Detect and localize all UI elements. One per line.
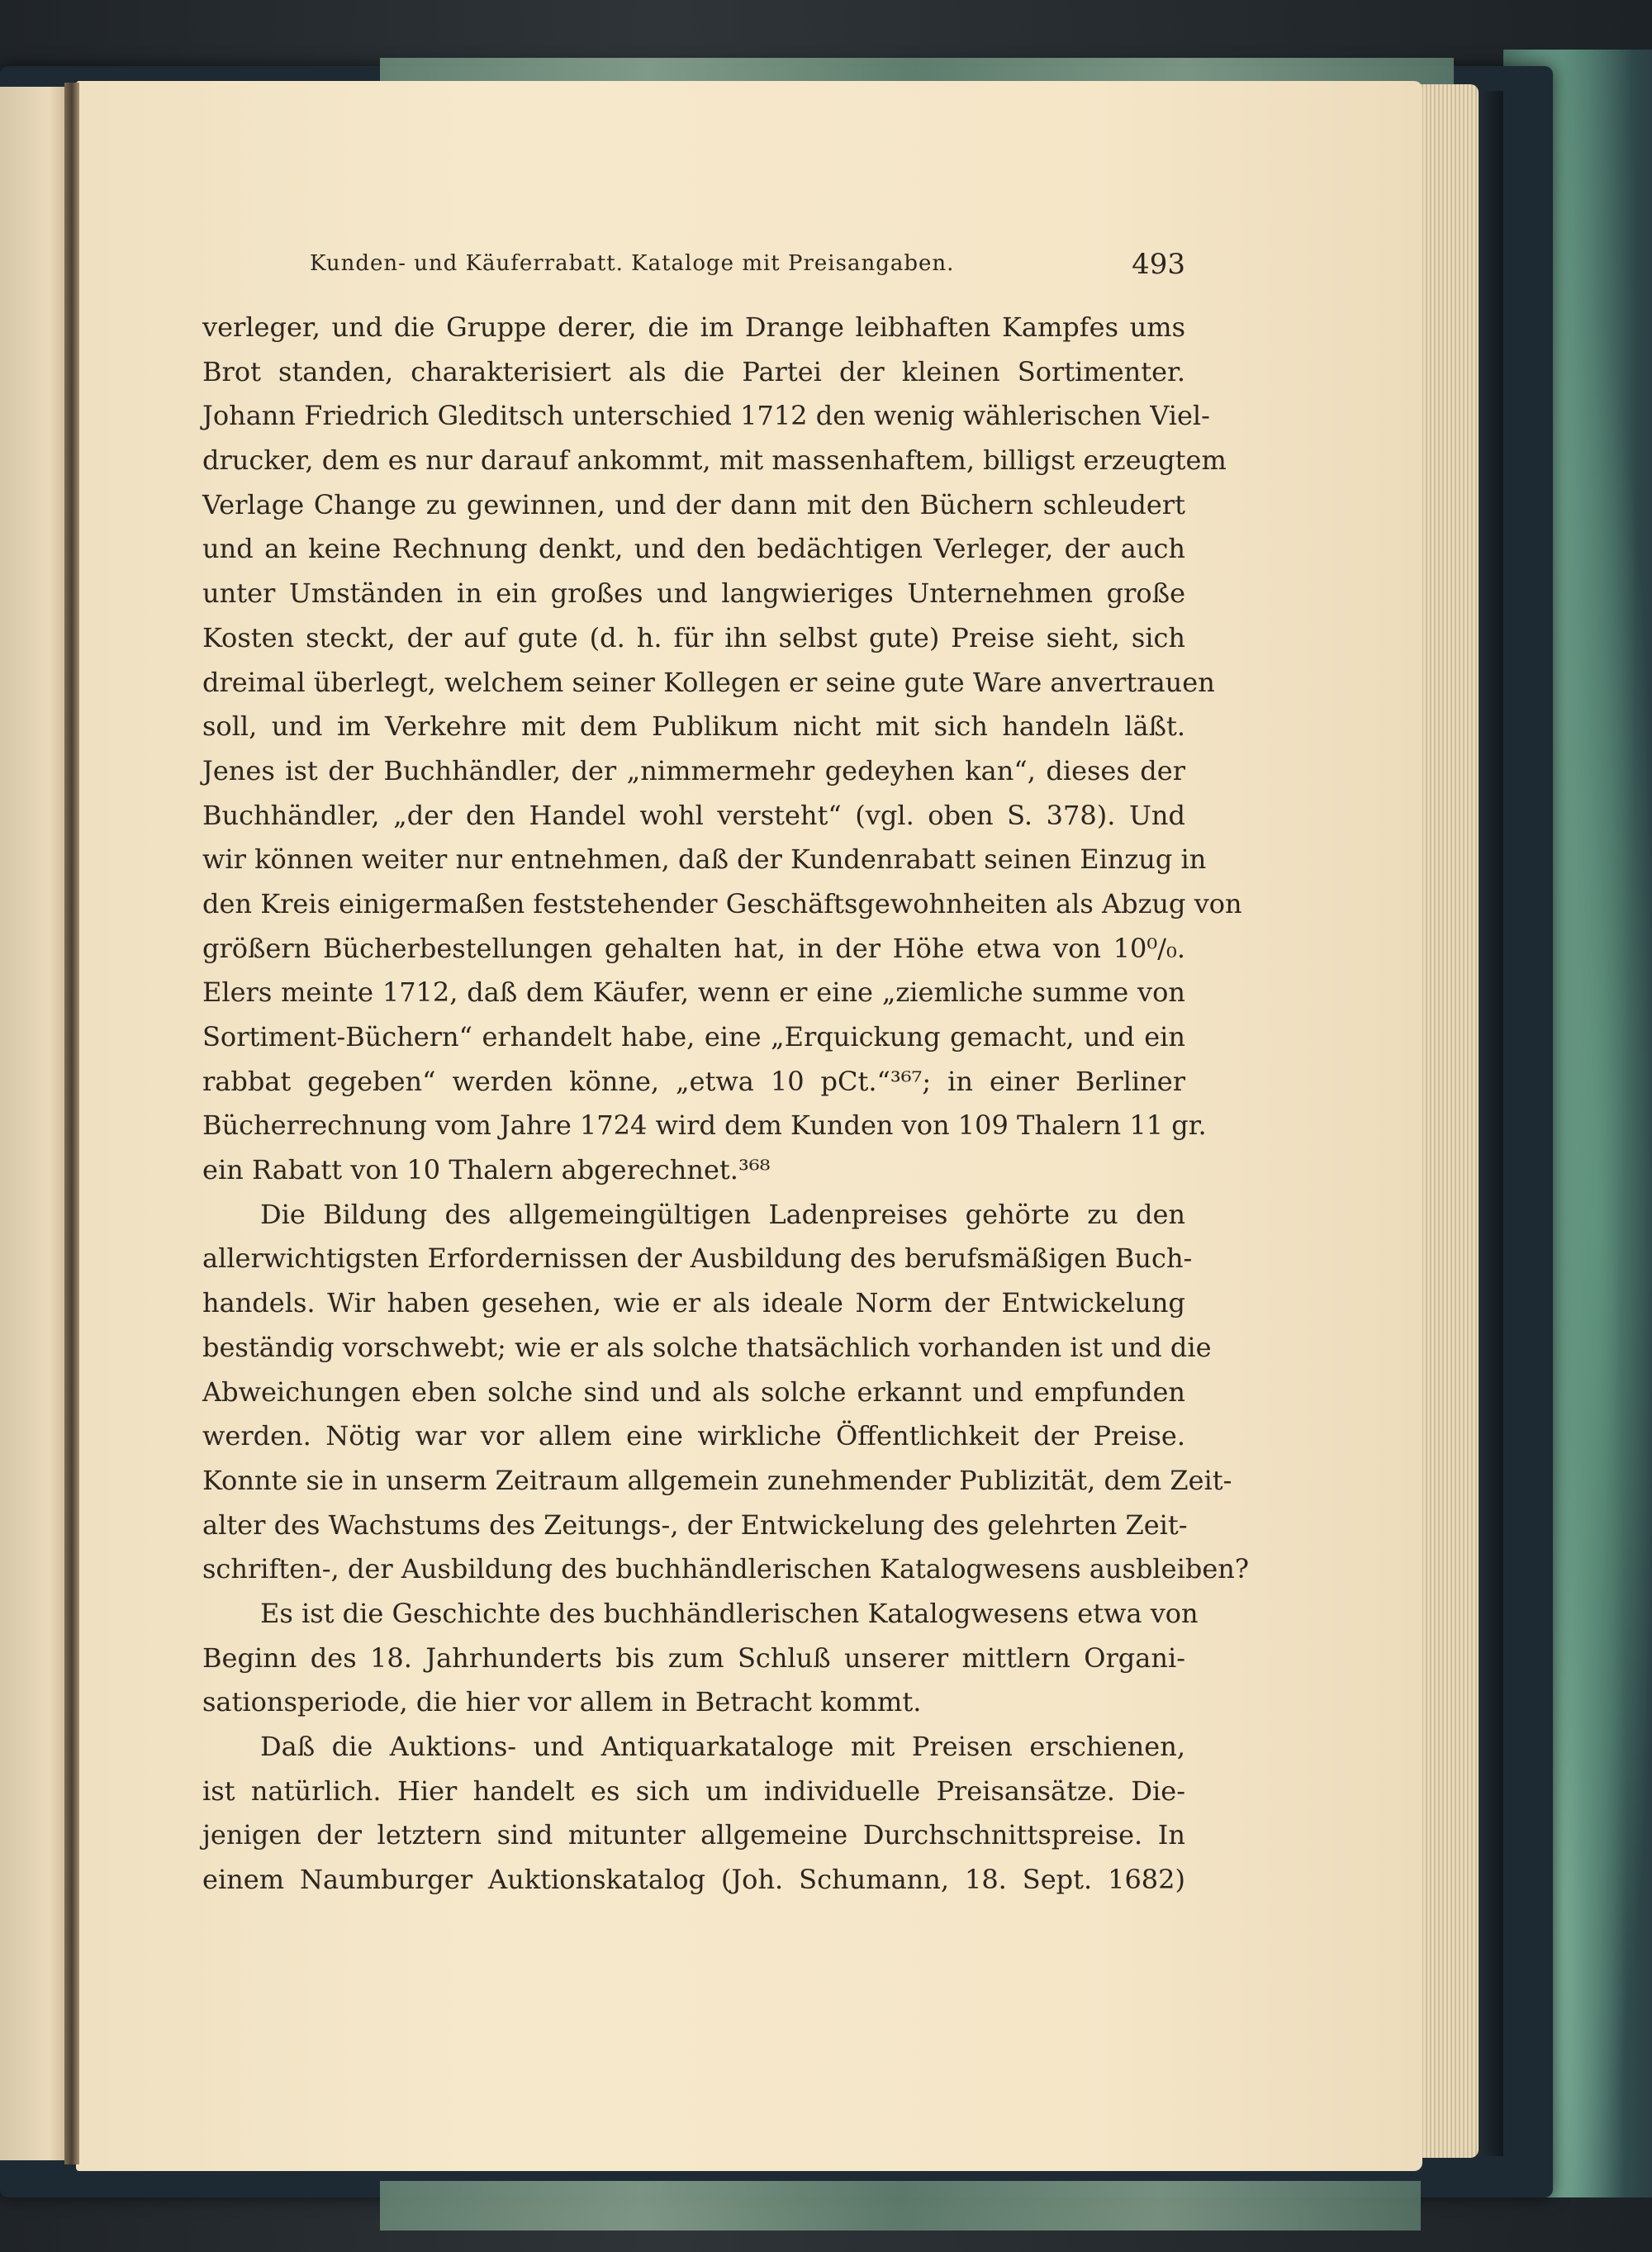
page-number: 493 [1132, 248, 1185, 281]
text-line: soll, und im Verkehre mit dem Publikum nicht mit sich handeln läßt. [202, 710, 1185, 743]
text-line: Abweichungen eben solche sind und als solche erkannt und empfunden [202, 1375, 1185, 1408]
text-line: drucker, dem es nur darauf ankommt, mit massenhaftem, billigst erzeugtem [202, 444, 1227, 477]
text-line: verleger, und die Gruppe derer, die im Drange leibhaften Kampfes ums [202, 311, 1185, 343]
previous-page-edge [0, 87, 70, 2160]
text-line: Kosten steckt, der auf gute (d. h. für ihn selbst gute) Preise sieht, sich [202, 621, 1185, 653]
text-line: ist natürlich. Hier handelt es sich um individuelle Preisansätze. Die- [202, 1775, 1185, 1807]
page-block-edges [1419, 84, 1479, 2158]
text-line: Bücherrechnung vom Jahre 1724 wird dem Kunden von 109 Thalern 11 gr. [202, 1109, 1207, 1142]
text-line: Daß die Auktions- und Antiquarkataloge mit Preisen erschienen, [260, 1731, 1185, 1762]
text-line: einem Naumburger Auktionskatalog (Joh. Schumann, 18. Sept. 1682) [202, 1864, 1185, 1896]
text-line: wir können weiter nur entnehmen, daß der Kundenrabatt seinen Einzug in [202, 843, 1207, 876]
running-header-title: Kunden- und Käuferrabatt. Kataloge mit Preisangaben. [310, 251, 955, 276]
text-line: Die Bildung des allgemeingültigen Ladenpreises gehörte zu den [260, 1198, 1185, 1230]
text-line: werden. Nötig war vor allem eine wirkliche Öffentlichkeit der Preise. [202, 1420, 1185, 1452]
text-line: Buchhändler, „der den Handel wohl versteht“ (vgl. oben S. 378). Und [202, 799, 1185, 831]
text-line: handels. Wir haben gesehen, wie er als ideale Norm der Entwickelung [202, 1287, 1185, 1319]
text-line: Verlage Change zu gewinnen, und der dann mit den Büchern schleudert [202, 488, 1185, 520]
text-line: Beginn des 18. Jahrhunderts bis zum Schluß unserer mittlern Organi- [202, 1641, 1185, 1674]
text-line: alter des Wachstums des Zeitungs-, der Entwickelung des gelehrten Zeit- [202, 1508, 1188, 1541]
text-line: und an keine Rechnung denkt, und den bedächtigen Verleger, der auch [202, 533, 1185, 565]
body-text [202, 306, 1250, 1903]
text-line: Konnte sie in unserm Zeitraum allgemein zunehmender Publizität, dem Zeit- [202, 1464, 1232, 1496]
text-line: jenigen der letztern sind mitunter allgemeine Durchschnittspreise. In [202, 1819, 1185, 1851]
text-line: sationsperiode, die hier vor allem in Betracht kommt. [202, 1686, 922, 1718]
text-line: rabbat gegeben“ werden könne, „etwa 10 pCt.“³⁶⁷; in einer Berliner [202, 1065, 1185, 1097]
text-line: Es ist die Geschichte des buchhändlerischen Katalogwesens etwa von [260, 1597, 1199, 1629]
text-line: schriften-, der Ausbildung des buchhändlerischen Katalogwesens ausbleiben? [202, 1553, 1250, 1585]
text-line: dreimal überlegt, welchem seiner Kollegen er seine gute Ware anvertrauen [202, 666, 1215, 698]
book-gutter [64, 83, 79, 2164]
page-edges-shadow [1479, 91, 1503, 2156]
text-line: Sortiment-Büchern“ erhandelt habe, eine „Erquickung gemacht, und ein [202, 1021, 1185, 1052]
text-line: ein Rabatt von 10 Thalern abgerechnet.³⁶⁸ [202, 1154, 771, 1186]
marbled-endpaper-bottom [380, 2181, 1421, 2231]
text-line: den Kreis einigermaßen feststehender Geschäftsgewohnheiten als Abzug von [202, 887, 1242, 919]
text-line: allerwichtigsten Erfordernissen der Ausbildung des berufsmäßigen Buch- [202, 1242, 1193, 1275]
text-line: unter Umständen in ein großes und langwieriges Unternehmen große [202, 577, 1185, 610]
text-line: Johann Friedrich Gleditsch unterschied 1712 den wenig wählerischen Viel- [202, 400, 1210, 432]
text-line: größern Bücherbestellungen gehalten hat, in der Höhe etwa von 10⁰/₀. [202, 932, 1185, 964]
text-line: Jenes ist der Buchhändler, der „nimmermehr gedeyhen kan“, dieses der [202, 754, 1185, 786]
text-line: beständig vorschwebt; wie er als solche thatsächlich vorhanden ist und die [202, 1331, 1212, 1363]
text-line: Elers meinte 1712, daß dem Käufer, wenn er eine „ziemliche summe von [202, 976, 1185, 1009]
running-header [202, 248, 1185, 286]
text-line: Brot standen, charakterisiert als die Partei der kleinen Sortimenter. [202, 355, 1185, 387]
